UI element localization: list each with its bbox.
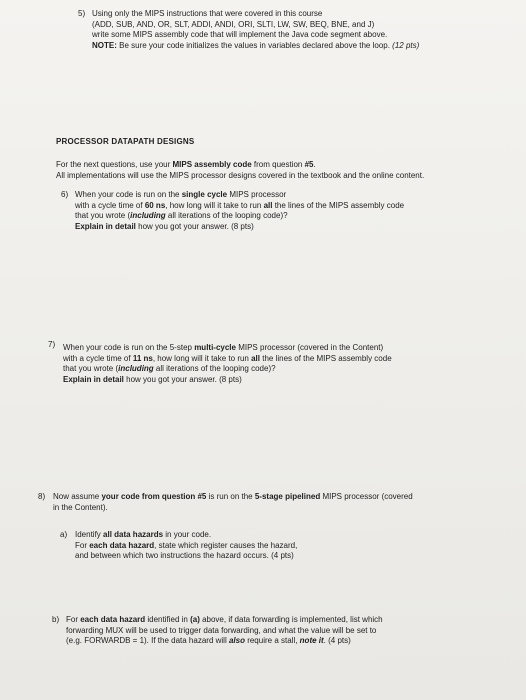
- intro-text: For the next questions, use your: [56, 160, 173, 169]
- q8-l1-end: MIPS processor (covered: [320, 492, 413, 501]
- q8-l1-pre: Now assume: [53, 492, 102, 501]
- part-a-label: a): [60, 530, 68, 539]
- q8-line-1: [53, 492, 413, 503]
- part-b-text: [66, 615, 383, 647]
- b-l3-emph2: note it: [299, 636, 324, 645]
- q5-points: (12 pts): [389, 40, 420, 50]
- q6-line-2: [75, 201, 404, 212]
- part-a-text: [75, 530, 297, 562]
- q7-line-2: [63, 354, 392, 365]
- q6-l2-bold2: all: [263, 200, 273, 210]
- intro-end: .: [313, 160, 316, 169]
- q6-l4-bold: Explain in detail: [75, 221, 136, 231]
- b-l1-mid: identified in: [145, 615, 191, 624]
- q5-note-label: NOTE:: [92, 40, 117, 50]
- q8-l1-bold: your code from question #5: [101, 492, 207, 501]
- b-line-2: forwarding MUX will be used to trigger data forwarding, and what the value will be set to: [66, 625, 377, 635]
- q6-line-3: [75, 211, 404, 222]
- q7-l1-end: MIPS processor (covered in the Content): [235, 343, 384, 352]
- a-l1-bold: all data hazards: [103, 530, 164, 539]
- q6-line-1: [75, 190, 404, 201]
- a-line-2: [75, 541, 297, 552]
- q6-l1-end: MIPS processor: [227, 190, 287, 199]
- q7-l1-bold: multi-cycle: [194, 343, 236, 352]
- a-line-1: [75, 530, 297, 541]
- section-title: PROCESSOR DATAPATH DESIGNS: [56, 137, 195, 146]
- q6-l2-pre: with a cycle time of: [75, 200, 145, 210]
- b-l1-end: above, if data forwarding is implemented, list which: [199, 615, 383, 624]
- a-l2-pre: For: [75, 540, 90, 550]
- b-l3-end: . (4 pts): [323, 636, 351, 645]
- b-l1-bold2: (a): [190, 615, 200, 624]
- q6-l1-bold: single cycle: [181, 190, 228, 199]
- q6-l3-emph: including: [130, 211, 166, 220]
- q7-l3-end: all iterations of the looping code)?: [153, 364, 276, 373]
- a-line-3: and between which two instructions the hazard occurs. (4 pts): [75, 551, 294, 560]
- intro-line-1: [56, 160, 424, 171]
- q7-l3-pre: that you wrote (: [63, 364, 119, 373]
- q7-l4-bold: Explain in detail: [63, 374, 124, 384]
- q7-l2-pre: with a cycle time of: [63, 353, 133, 363]
- q5-line-3: write some MIPS assembly code that will implement the Java code segment above.: [92, 30, 388, 39]
- intro-bold: MIPS assembly code: [172, 160, 252, 169]
- q5-note-text: Be sure your code initializes the values in variables declared above the loop.: [116, 40, 390, 50]
- b-l3-emph: also: [228, 636, 245, 645]
- q6-line-4: [75, 222, 404, 233]
- b-line-3: [66, 636, 383, 647]
- question-8-number: 8): [38, 492, 46, 501]
- b-line-1: [66, 615, 383, 626]
- b-l1-pre: For: [66, 615, 81, 624]
- intro-text-mid: from question: [251, 160, 305, 169]
- question-6-text: [75, 190, 404, 232]
- question-5-text: [92, 9, 419, 51]
- a-l2-bold: each data hazard: [89, 540, 155, 550]
- q6-l2-mid: , how long will it take to run: [165, 200, 264, 210]
- q6-l1-pre: When your code is run on the: [75, 190, 182, 199]
- q6-l3-end: all iterations of the looping code)?: [165, 211, 288, 220]
- b-l3-pre: (e.g. FORWARDB = 1). If the data hazard will: [66, 636, 229, 645]
- part-b-label: b): [52, 615, 60, 624]
- q7-l3-emph: including: [118, 364, 154, 373]
- q5-line-2: (ADD, SUB, AND, OR, SLT, ADDI, ANDI, ORI, SLTI, LW, SW, BEQ, BNE, and J): [92, 19, 375, 29]
- q6-l2-bold: 60 ns: [144, 200, 166, 210]
- q7-line-1: [63, 343, 392, 354]
- q7-l4-end: how you got your answer. (8 pts): [123, 374, 242, 384]
- section-intro: [56, 160, 424, 181]
- q5-note: [92, 41, 419, 52]
- q8-l1-mid: is run on the: [206, 492, 255, 501]
- q7-l2-end: the lines of the MIPS assembly code: [260, 353, 392, 363]
- q7-l2-bold2: all: [251, 353, 261, 363]
- q7-l2-mid: , how long will it take to run: [152, 353, 252, 363]
- q7-l2-bold: 11 ns: [132, 353, 153, 363]
- intro-ref: #5: [304, 160, 314, 169]
- question-7-number: 7): [48, 340, 56, 349]
- q8-l1-bold2: 5-stage pipelined: [254, 492, 321, 501]
- q6-l4-end: how you got your answer. (8 pts): [135, 221, 254, 231]
- question-8-text: [53, 492, 413, 513]
- question-6-number: 6): [61, 190, 69, 199]
- q7-line-4: [63, 375, 392, 386]
- a-l1-end: in your code.: [163, 530, 212, 539]
- b-l3-mid: require a stall,: [244, 636, 300, 645]
- q5-line-1: Using only the MIPS instructions that were covered in this course: [92, 9, 323, 18]
- question-5-number: 5): [78, 9, 86, 18]
- intro-line-2: All implementations will use the MIPS processor designs covered in the textbook and the online content.: [56, 170, 425, 180]
- q8-line-2: in the Content).: [53, 502, 108, 512]
- q6-l2-end: the lines of the MIPS assembly code: [272, 200, 405, 210]
- q7-line-3: [63, 364, 392, 375]
- q7-l1-pre: When your code is run on the 5-step: [63, 343, 195, 352]
- b-l1-bold: each data hazard: [80, 615, 146, 624]
- q6-l3-pre: that you wrote (: [75, 211, 131, 220]
- a-l1-pre: Identify: [75, 530, 104, 539]
- a-l2-end: , state which register causes the hazard,: [154, 540, 298, 550]
- question-7-text: [63, 343, 392, 385]
